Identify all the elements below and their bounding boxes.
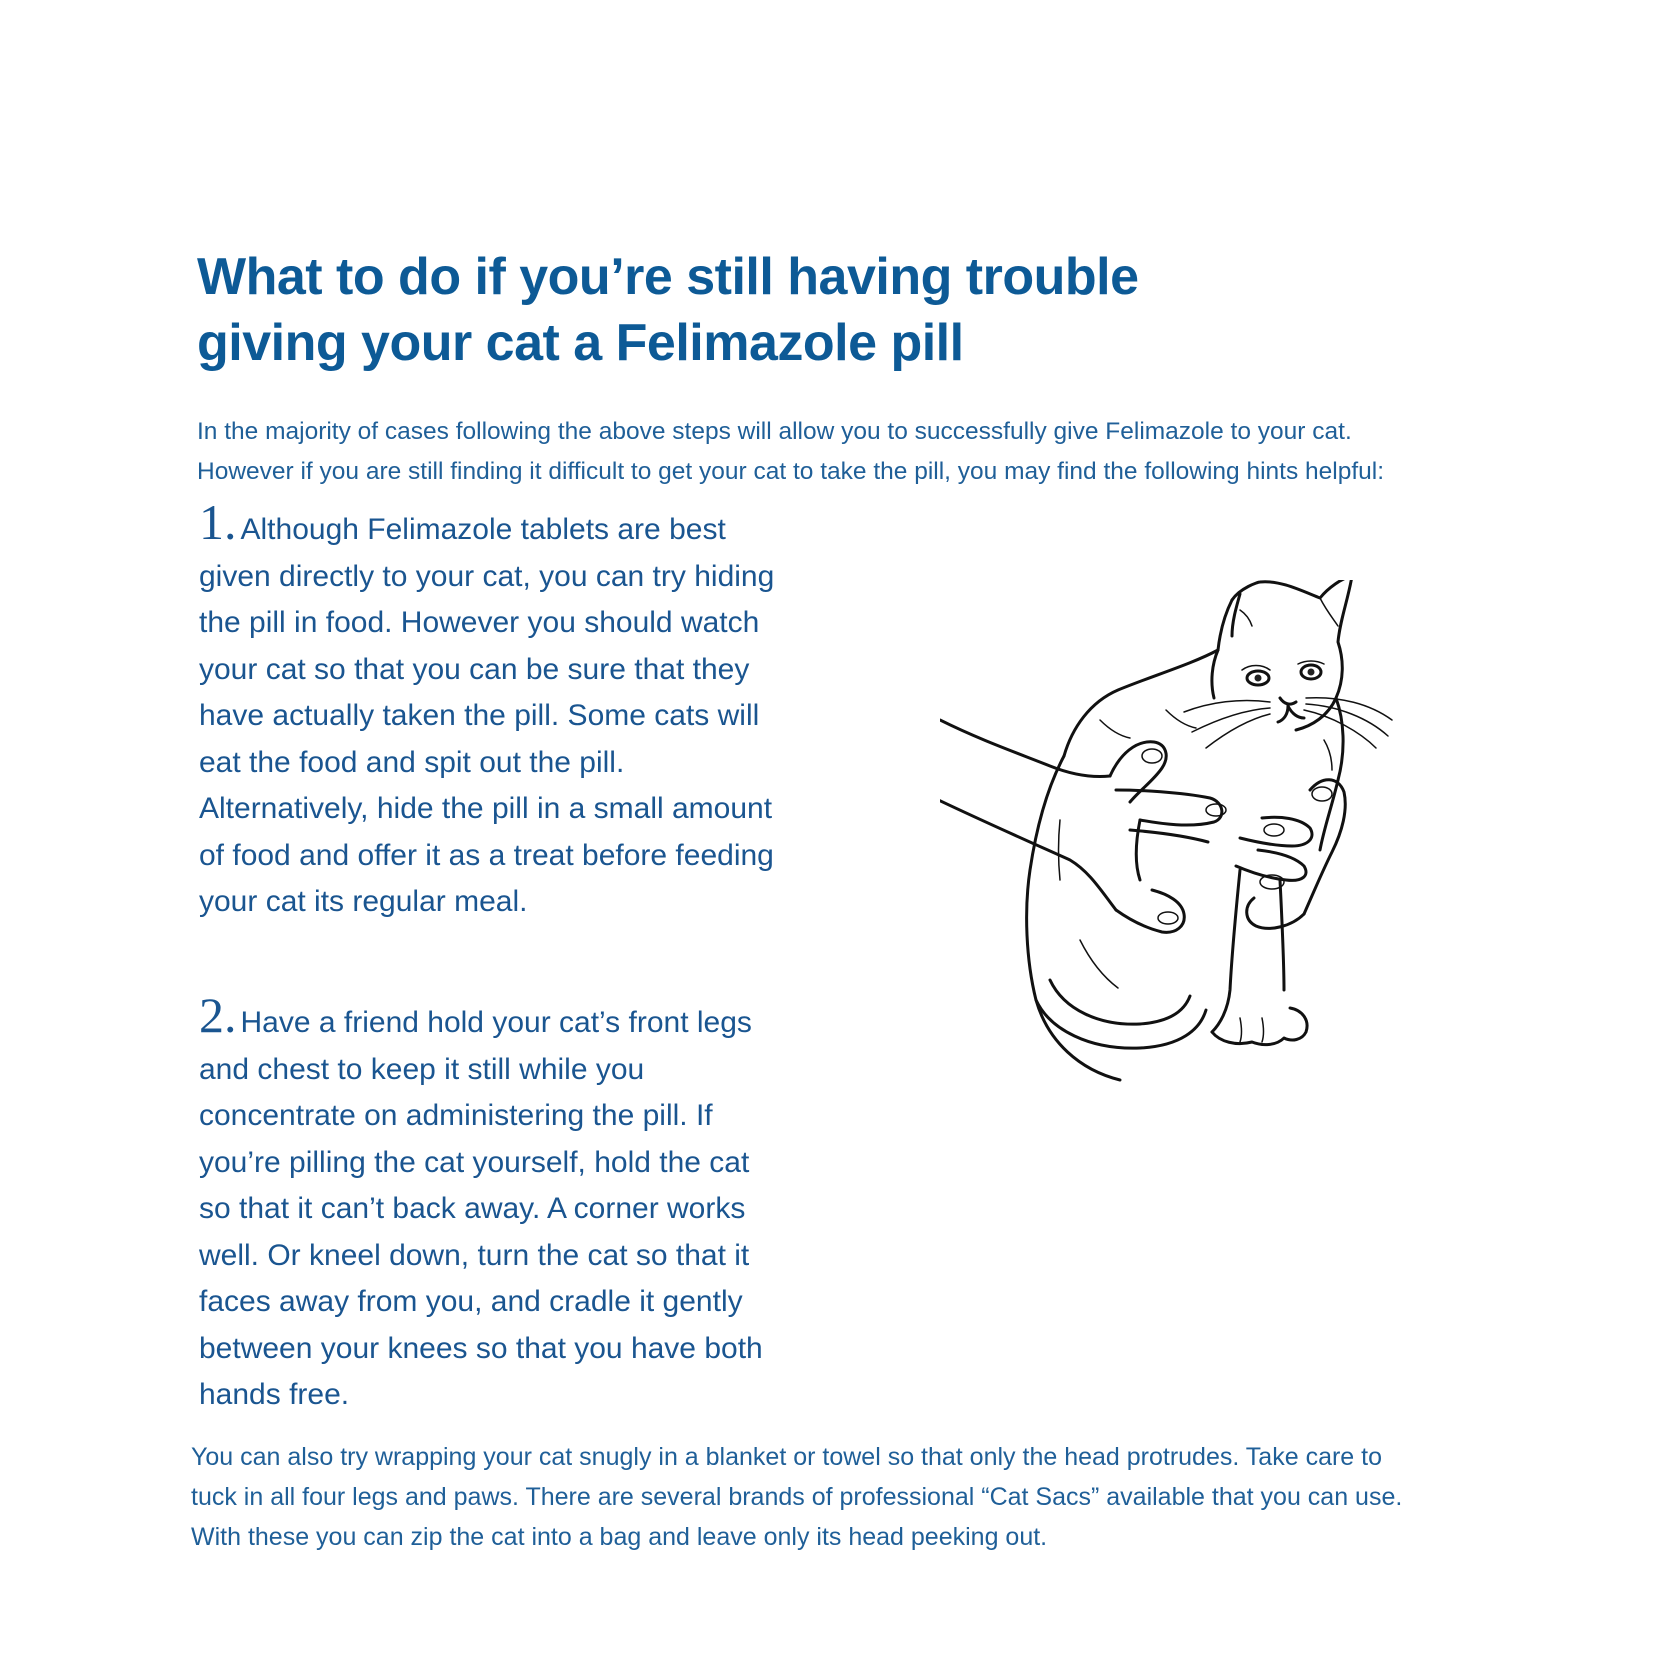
hint-1-line-7: Alternatively, hide the pill in a small amount — [199, 792, 773, 825]
hint-1-line-6: eat the food and spit out the pill. — [199, 745, 625, 779]
hint-2-line-5: so that it can’t back away. A corner works — [199, 1192, 746, 1225]
hint-1 — [199, 494, 879, 926]
hint-2-line-8: between your knees so that you have both — [199, 1331, 763, 1365]
hint-1-line-2: given directly to your cat, you can try hiding — [199, 559, 775, 593]
hint-1-line-1: Although Felimazole tablets are best — [240, 513, 726, 546]
hint-1-line-9: your cat its regular meal. — [199, 885, 528, 918]
hint-2-line-3: concentrate on administering the pill. If — [199, 1099, 713, 1132]
hint-1-first-line — [199, 494, 879, 554]
hint-2-number: 2. — [199, 987, 237, 1043]
page-title — [197, 244, 1297, 376]
outro-line-1: You can also try wrapping your cat snugly in a blanket or towel so that only the head protrudes. Take care to — [191, 1443, 1382, 1471]
outro-line-2: tuck in all four legs and paws. There are several brands of professional “Cat Sacs” available that you can use. — [191, 1483, 1403, 1511]
cat-held-by-hands-illustration — [940, 580, 1480, 1140]
cat-illustration-icon — [940, 580, 1480, 1140]
hint-1-line-5: have actually taken the pill. Some cats will — [199, 699, 760, 732]
hint-2-line-9: hands free. — [199, 1378, 350, 1411]
intro-line-1: In the majority of cases following the above steps will allow you to successfully give Felimazole to your cat. — [197, 418, 1352, 445]
hint-2-first-line — [199, 987, 879, 1047]
hint-2-line-6: well. Or kneel down, turn the cat so that it — [199, 1238, 750, 1272]
outro-line-3: With these you can zip the cat into a bag and leave only its head peeking out. — [191, 1523, 1048, 1551]
hint-2-line-2: and chest to keep it still while you — [199, 1052, 645, 1086]
hint-2 — [199, 987, 879, 1419]
hint-2-line-4: you’re pilling the cat yourself, hold the cat — [199, 1145, 750, 1179]
hint-1-number: 1. — [199, 494, 237, 550]
title-line-2: giving your cat a Felimazole pill — [197, 314, 964, 372]
hint-1-line-4: your cat so that you can be sure that they — [199, 652, 750, 686]
intro-line-2: However if you are still finding it difficult to get your cat to take the pill, you may find the following hints helpful: — [197, 458, 1385, 485]
hint-2-line-7: faces away from you, and cradle it gently — [199, 1285, 743, 1318]
title-line-1: What to do if you’re still having trouble — [197, 248, 1139, 306]
closing-paragraph — [191, 1437, 1631, 1557]
hint-1-line-8: of food and offer it as a treat before feeding — [199, 838, 774, 872]
intro-paragraph — [197, 412, 1637, 492]
hint-2-line-1: Have a friend hold your cat’s front legs — [240, 1006, 752, 1039]
hint-1-line-3: the pill in food. However you should watch — [199, 606, 760, 639]
